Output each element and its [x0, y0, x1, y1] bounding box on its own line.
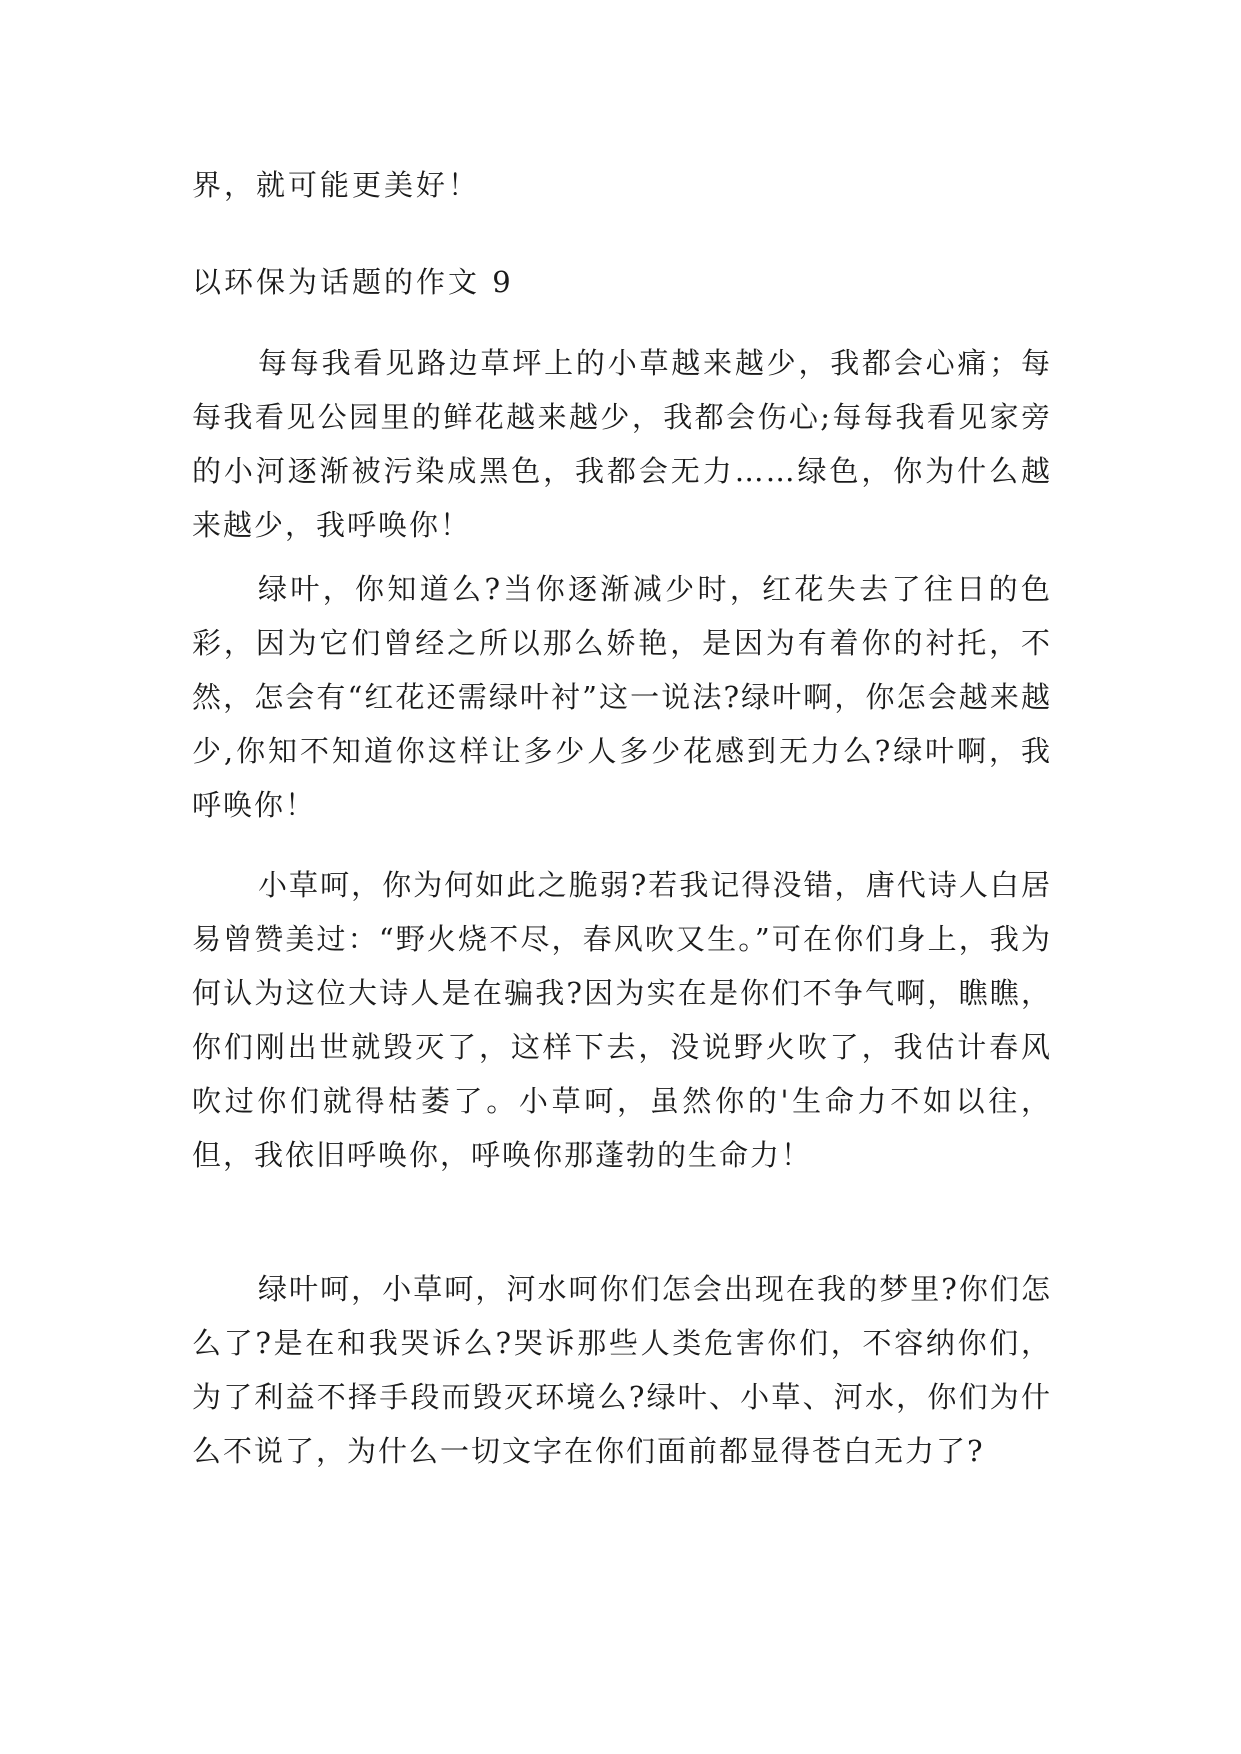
- paragraph-3: 小草呵，你为何如此之脆弱?若我记得没错，唐代诗人白居易曾赞美过：“野火烧不尽，春风吹又生。”可在你们身上，我为何认为这位大诗人是在骗我?因为实在是你们不争气啊，瞧瞧，你们刚出世就毁灭了，这样下去，没说野火吹了，我估计春风吹过你们就得枯萎了。小草呵，虽然你的'生命力不如以往，但，我依旧呼唤你，呼唤你那蓬勃的生命力！: [192, 868, 1052, 1172]
- essay-title: 以环保为话题的作文 9: [192, 265, 514, 299]
- paragraph-2: 绿叶，你知道么?当你逐渐减少时，红花失去了往日的色彩，因为它们曾经之所以那么娇艳，是因为有着你的衬托，不然，怎会有“红花还需绿叶衬”这一说法?绿叶啊，你怎会越来越少,你知不知道你这样让多少人多少花感到无力么?绿叶啊，我呼唤你！: [192, 572, 1052, 822]
- paragraph-4: 绿叶呵，小草呵，河水呵你们怎会出现在我的梦里?你们怎么了?是在和我哭诉么?哭诉那些人类危害你们，不容纳你们，为了利益不择手段而毁灭环境么?绿叶、小草、河水，你们为什么不说了，为什么一切文字在你们面前都显得苍白无力了?: [192, 1272, 1052, 1468]
- continuation-line: 界，就可能更美好！: [192, 168, 481, 202]
- paragraph-1: 每每我看见路边草坪上的小草越来越少，我都会心痛；每每我看见公园里的鲜花越来越少，我都会伤心;每每我看见家旁的小河逐渐被污染成黑色，我都会无力……绿色，你为什么越来越少，我呼唤你！: [192, 346, 1052, 542]
